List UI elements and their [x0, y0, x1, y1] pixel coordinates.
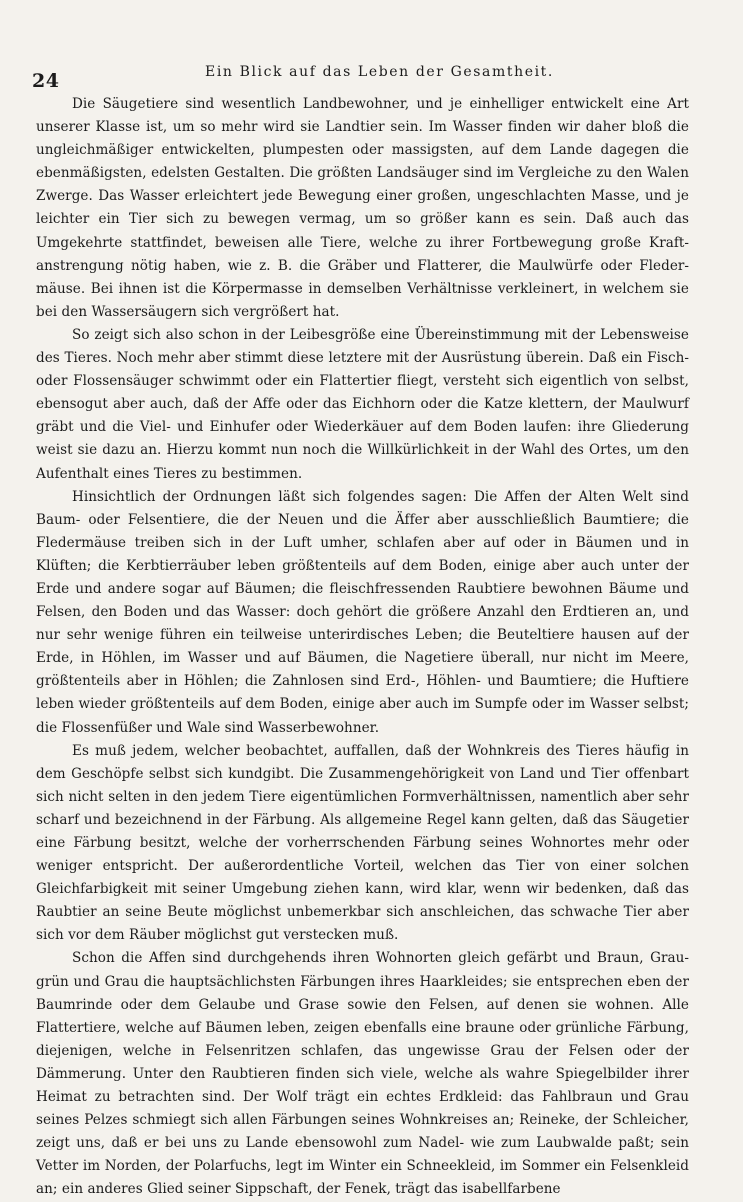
body-text [36, 93, 689, 1202]
running-head: Ein Blick auf das Leben der Gesamtheit. [205, 64, 554, 80]
paragraph: Die Säugetiere sind wesentlich Landbewohner, und je einhelliger entwickelt eine Art unserer Klasse ist, um so mehr wird sie Landtier sein. Im Wasser finden wir daher bloß die ungleichmäßiger entwickelten, plumpesten oder massigsten, auf dem Lande dagegen die ebenmäßigsten, edelsten Gestalten. Die größten Landsäuger sind im Vergleiche zu den Walen Zwerge. Das Wasser erleichtert jede Bewegung einer großen, ungeschlachten Masse, und je leichter ein Tier sich zu bewegen vermag, um so größer kann es sein. Daß auch das Umgekehrte stattfindet, beweisen alle Tiere, welche zu ihrer Fortbewegung große Kraftanstrengung nötig haben, wie z. B. die Gräber und Flatterer, die Maulwürfe oder Fledermäuse. Bei ihnen ist die Körpermasse in demselben Verhältnisse verkleinert, in welchem sie bei den Wassersäugern sich vergrößert hat. [36, 96, 689, 320]
paragraph: So zeigt sich also schon in der Leibesgröße eine Übereinstimmung mit der Lebensweise des Tieres. Noch mehr aber stimmt diese letztere mit der Ausrüstung überein. Daß ein Fisch- oder Flossensäuger schwimmt oder ein Flattertier fliegt, versteht sich eigentlich von selbst, ebensogut aber auch, daß der Affe oder das Eichhorn oder die Katze klettern, der Maulwurf gräbt und die Viel- und Einhufer oder Wiederkäuer auf dem Boden laufen: ihre Gliederung weist sie dazu an. Hierzu kommt nun noch die Willkürlichkeit in der Wahl des Ortes, um den Aufenthalt eines Tieres zu bestimmen. [36, 326, 689, 482]
paragraph: Es muß jedem, welcher beobachtet, auffallen, daß der Wohnkreis des Tieres häufig in dem Geschöpfe selbst sich kundgibt. Die Zusammengehörigkeit von Land und Tier offenbart sich nicht selten in den jedem Tiere eigentümlichen Formverhältnissen, namentlich aber sehr scharf und bezeichnend in der Färbung. Als allgemeine Regel kann gelten, daß das Säugetier eine Färbung besitzt, welche der vorherrschenden Färbung seines Wohnortes mehr oder weniger entspricht. Der außerordentliche Vorteil, welchen das Tier von einer solchen Gleichfarbigkeit mit seiner Umgebung ziehen kann, wird klar, wenn wir bedenken, daß das Raubtier an seine Beute möglichst unbemerkbar sich anschleichen, das schwache Tier aber sich vor dem Räuber möglichst gut verstecken muß. [36, 742, 689, 944]
page-header [30, 62, 710, 92]
paragraph: Schon die Affen sind durchgehends ihren Wohnorten gleich gefärbt und Braun, Graugrün und Grau die hauptsächlichsten Färbungen ihres Haarkleides; sie entsprechen eben der Baumrinde oder dem Gelaube und Grase sowie den Felsen, auf denen sie wohnen. Alle Flattertiere, welche auf Bäumen leben, zeigen ebenfalls eine braune oder grünliche Färbung, diejenigen, welche in Felsenritzen schlafen, das ungewisse Grau der Felsen oder der Dämmerung. Unter den Raubtieren finden sich viele, welche als wahre Spiegelbilder ihrer Heimat zu betrachten sind. Der Wolf trägt ein echtes Erdkleid: das Fahlbraun und Grau seines Pelzes schmiegt sich allen Färbungen seines Wohnkreises an; Reineke, der Schleicher, zeigt uns, daß er bei uns zu Lande ebensowohl zum Nadel- wie zum Laubwalde paßt; sein Vetter im Norden, der Polarfuchs, legt im Winter ein Schneekleid, im Sommer ein Felsenkleid an; ein anderes Glied seiner Sippschaft, der Fenek, trägt das isabellfarbene [36, 950, 689, 1198]
paragraph: Hinsichtlich der Ordnungen läßt sich folgendes sagen: Die Affen der Alten Welt sind Baum- oder Felsentiere, die der Neuen und die Äffer aber ausschließlich Baumtiere; die Fledermäuse treiben sich in der Luft umher, schlafen aber auf oder in Bäumen und in Klüften; die Kerbtierräuber leben größtenteils auf dem Boden, einige aber auch unter der Erde und andere sogar auf Bäumen; die fleischfressenden Raubtiere bewohnen Bäume und Felsen, den Boden und das Wasser: doch gehört die größere Anzahl den Erdtieren an, und nur sehr wenige führen ein teilweise unterirdisches Leben; die Beuteltiere hausen auf der Erde, in Höhlen, im Wasser und auf Bäumen, die Nagetiere überall, nur nicht im Meere, größtenteils aber in Höhlen; die Zahnlosen sind Erd-, Höhlen- und Baumtiere; die Huftiere leben wieder größtenteils auf dem Boden, einige aber auch im Sumpfe oder im Wasser selbst; die Flossenfüßer und Wale sind Wasserbewohner. [36, 488, 689, 736]
page-number: 24 [32, 70, 60, 92]
